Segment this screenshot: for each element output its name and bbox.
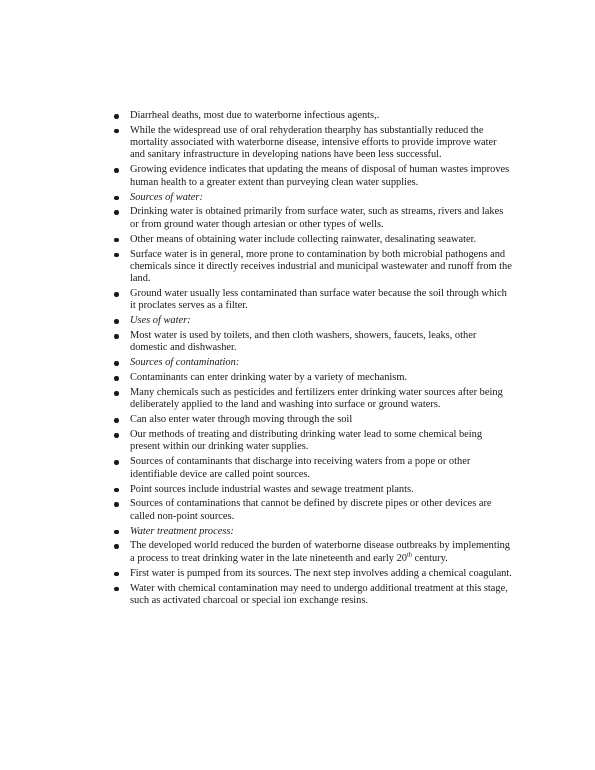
ordinal-superscript: th	[406, 551, 413, 559]
list-item-main-text: Other means of obtaining water include collecting rainwater, desalinating seawater.	[130, 233, 477, 245]
bullet-icon	[114, 238, 119, 243]
list-item-text	[130, 429, 514, 454]
bullet-icon	[114, 196, 119, 201]
list-item-main-text: Many chemicals such as pesticides and fertilizers enter drinking water sources after being deliberately applied to the land and washing into surface or ground waters.	[130, 387, 503, 411]
bullet-icon	[114, 253, 119, 258]
bullet-icon	[114, 361, 119, 366]
list-item-text	[130, 357, 514, 369]
list-item-text	[130, 414, 514, 426]
bullet-icon	[114, 572, 119, 577]
list-item-main-text: Most water is used by toilets, and then cloth washers, showers, faucets, leaks, other domestic and dishwasher.	[130, 330, 477, 354]
bullet-icon	[114, 129, 119, 134]
list-item-text	[130, 206, 514, 231]
list-item-main-text: Sources of contaminants that discharge into receiving waters from a pope or other identifiable device are called point sources.	[130, 456, 471, 480]
list-item-text	[130, 456, 514, 481]
bullet-list	[114, 110, 514, 610]
list-item	[114, 330, 514, 355]
list-item-main-text: Point sources include industrial wastes and sewage treatment plants.	[130, 483, 414, 495]
list-item	[114, 125, 514, 162]
list-item	[114, 568, 514, 580]
list-item	[114, 164, 514, 189]
bullet-icon	[114, 114, 119, 119]
list-item-text	[130, 125, 514, 162]
list-item	[114, 484, 514, 496]
list-item-main-text: Diarrheal deaths, most due to waterborne infectious agents,.	[130, 110, 380, 121]
list-item	[114, 288, 514, 313]
list-item-text	[130, 110, 514, 122]
list-item	[114, 234, 514, 246]
list-item-main-text: Sources of water:	[130, 191, 203, 203]
list-item	[114, 249, 514, 286]
list-item	[114, 583, 514, 608]
bullet-icon	[114, 319, 119, 324]
list-item	[114, 414, 514, 426]
list-item-main-text: Water treatment process:	[130, 525, 234, 537]
section-heading-item	[114, 357, 514, 369]
list-item-main-text: Drinking water is obtained primarily from surface water, such as streams, rivers and lakes or from ground water though artesian or other types of wells.	[130, 206, 504, 230]
list-item-text	[130, 192, 514, 204]
list-item-main-text: Can also enter water through moving through the soil	[130, 414, 353, 426]
list-item-main-text: Uses of water:	[130, 315, 191, 327]
list-item-main-text: Sources of contamination:	[130, 357, 240, 369]
bullet-icon	[114, 168, 119, 173]
list-item-main-text: The developed world reduced the burden of waterborne disease outbreaks by implementing a process to treat drinking water in the late nineteenth and early 20	[130, 540, 510, 564]
list-item-text	[130, 372, 514, 384]
list-item-main-text: Water with chemical contamination may need to undergo additional treatment at this stage, such as activated charcoal or special ion exchange resins.	[130, 582, 508, 606]
list-item-text	[130, 288, 514, 313]
list-item-text	[130, 249, 514, 286]
bullet-icon	[114, 391, 119, 396]
list-item-main-text: Contaminants can enter drinking water by a variety of mechanism.	[130, 372, 407, 384]
bullet-icon	[114, 488, 119, 493]
bullet-icon	[114, 334, 119, 339]
list-item-text	[130, 330, 514, 355]
list-item-text	[130, 568, 514, 580]
list-item-main-text: Surface water is in general, more prone to contamination by both microbial pathogens and chemicals since it directly receives industrial and municipal wastewater and runoff from the land.	[130, 248, 512, 285]
list-item	[114, 429, 514, 454]
bullet-icon	[114, 460, 119, 465]
bullet-icon	[114, 587, 119, 592]
bullet-icon	[114, 292, 119, 297]
list-item-text	[130, 234, 514, 246]
list-item-main-text: First water is pumped from its sources. The next step involves adding a chemical coagulant.	[130, 567, 512, 579]
list-item	[114, 498, 514, 523]
bullet-icon	[114, 544, 119, 549]
list-item	[114, 372, 514, 384]
list-item-text	[130, 164, 514, 189]
list-item-text	[130, 540, 514, 565]
list-item-main-text: Growing evidence indicates that updating the means of disposal of human wastes improves human health to a greater extent than purveying clean water supplies.	[130, 164, 510, 188]
section-heading-item	[114, 315, 514, 327]
list-item	[114, 387, 514, 412]
list-item	[114, 206, 514, 231]
bullet-icon	[114, 502, 119, 507]
list-item-trailing-text: century.	[412, 552, 448, 564]
list-item-main-text: Sources of contaminations that cannot be defined by discrete pipes or other devices are called non-point sources.	[130, 498, 492, 522]
list-item-text	[130, 387, 514, 412]
section-heading-item	[114, 192, 514, 204]
list-item	[114, 540, 514, 565]
list-item-main-text: While the widespread use of oral rehyderation thearphy has substantially reduced the mortality associated with waterborne disease, intensive efforts to provide improve water and sanitary infrastructure in developing nations have been less successful.	[130, 124, 497, 161]
bullet-icon	[114, 418, 119, 423]
list-item-text	[130, 315, 514, 327]
section-heading-item	[114, 526, 514, 538]
list-item-text	[130, 583, 514, 608]
list-item-text	[130, 526, 514, 538]
bullet-icon	[114, 376, 119, 381]
bullet-icon	[114, 530, 119, 535]
list-item-main-text: Ground water usually less contaminated than surface water because the soil through which it proclates serves as a filter.	[130, 288, 507, 312]
list-item	[114, 110, 514, 122]
list-item-main-text: Our methods of treating and distributing drinking water lead to some chemical being present within our drinking water supplies.	[130, 429, 483, 453]
list-item-text	[130, 498, 514, 523]
bullet-icon	[114, 433, 119, 438]
bullet-icon	[114, 210, 119, 215]
list-item	[114, 456, 514, 481]
list-item-text	[130, 484, 514, 496]
